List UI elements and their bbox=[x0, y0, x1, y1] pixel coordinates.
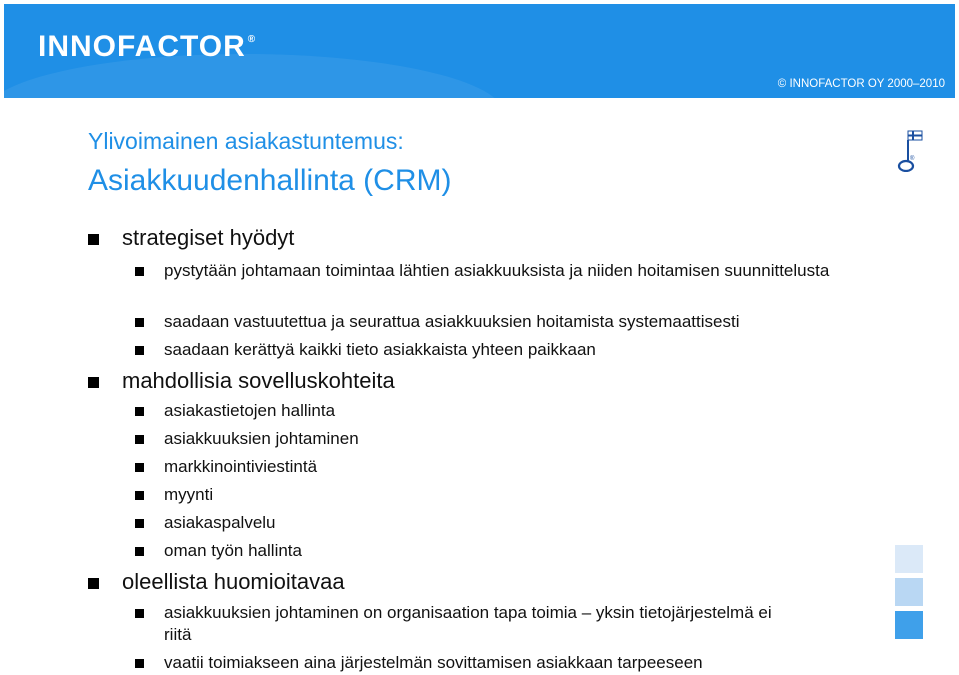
sub-bullet: saadaan vastuutettua ja seurattua asiakkuuksien hoitamista systemaattisesti bbox=[164, 311, 740, 333]
deco-square bbox=[895, 611, 923, 639]
square-bullet-icon bbox=[135, 609, 144, 618]
square-bullet-icon bbox=[88, 234, 99, 245]
sub-bullet: oman työn hallinta bbox=[164, 540, 302, 562]
square-bullet-icon bbox=[135, 547, 144, 556]
square-bullet-icon bbox=[135, 491, 144, 500]
sub-bullet: pystytään johtamaan toimintaa lähtien asiakkuuksista ja niiden hoitamisen suunnittelusta bbox=[164, 260, 864, 282]
copyright-text: © INNOFACTOR OY 2000–2010 bbox=[777, 78, 945, 90]
deco-square bbox=[895, 578, 923, 606]
square-bullet-icon bbox=[135, 463, 144, 472]
sub-bullet: asiakkuuksien johtaminen bbox=[164, 428, 359, 450]
sub-bullet: vaatii toimiakseen aina järjestelmän sovittamisen asiakkaan tarpeeseen bbox=[164, 652, 703, 674]
title-line-1: Ylivoimainen asiakastuntemus: bbox=[88, 128, 404, 154]
bullet-mahdollisia-sovelluskohteita: mahdollisia sovelluskohteita bbox=[122, 369, 395, 393]
deco-square bbox=[895, 545, 923, 573]
square-bullet-icon bbox=[135, 519, 144, 528]
sub-bullet: myynti bbox=[164, 484, 213, 506]
innofactor-logo: INNOFACTOR ® bbox=[38, 30, 257, 63]
sub-bullet: asiakastietojen hallinta bbox=[164, 400, 335, 422]
square-bullet-icon bbox=[135, 318, 144, 327]
svg-text:®: ® bbox=[910, 156, 915, 162]
square-bullet-icon bbox=[135, 435, 144, 444]
square-bullet-icon bbox=[88, 377, 99, 388]
sub-bullet: saadaan kerättyä kaikki tieto asiakkaista yhteen paikkaan bbox=[164, 339, 596, 361]
square-bullet-icon bbox=[135, 267, 144, 276]
sub-bullet: markkinointiviestintä bbox=[164, 456, 317, 478]
bullet-oleellista-huomioitavaa: oleellista huomioitavaa bbox=[122, 570, 345, 594]
square-bullet-icon bbox=[135, 346, 144, 355]
square-bullet-icon bbox=[135, 407, 144, 416]
sub-bullet: asiakaspalvelu bbox=[164, 512, 276, 534]
square-bullet-icon bbox=[135, 659, 144, 668]
bullet-strategiset-hyodyt: strategiset hyödyt bbox=[122, 226, 294, 250]
sub-bullet: asiakkuuksien johtaminen on organisaation tapa toimia – yksin tietojärjestelmä ei riitä bbox=[164, 602, 774, 646]
square-bullet-icon bbox=[88, 578, 99, 589]
title-line-2: Asiakkuudenhallinta (CRM) bbox=[88, 164, 452, 197]
